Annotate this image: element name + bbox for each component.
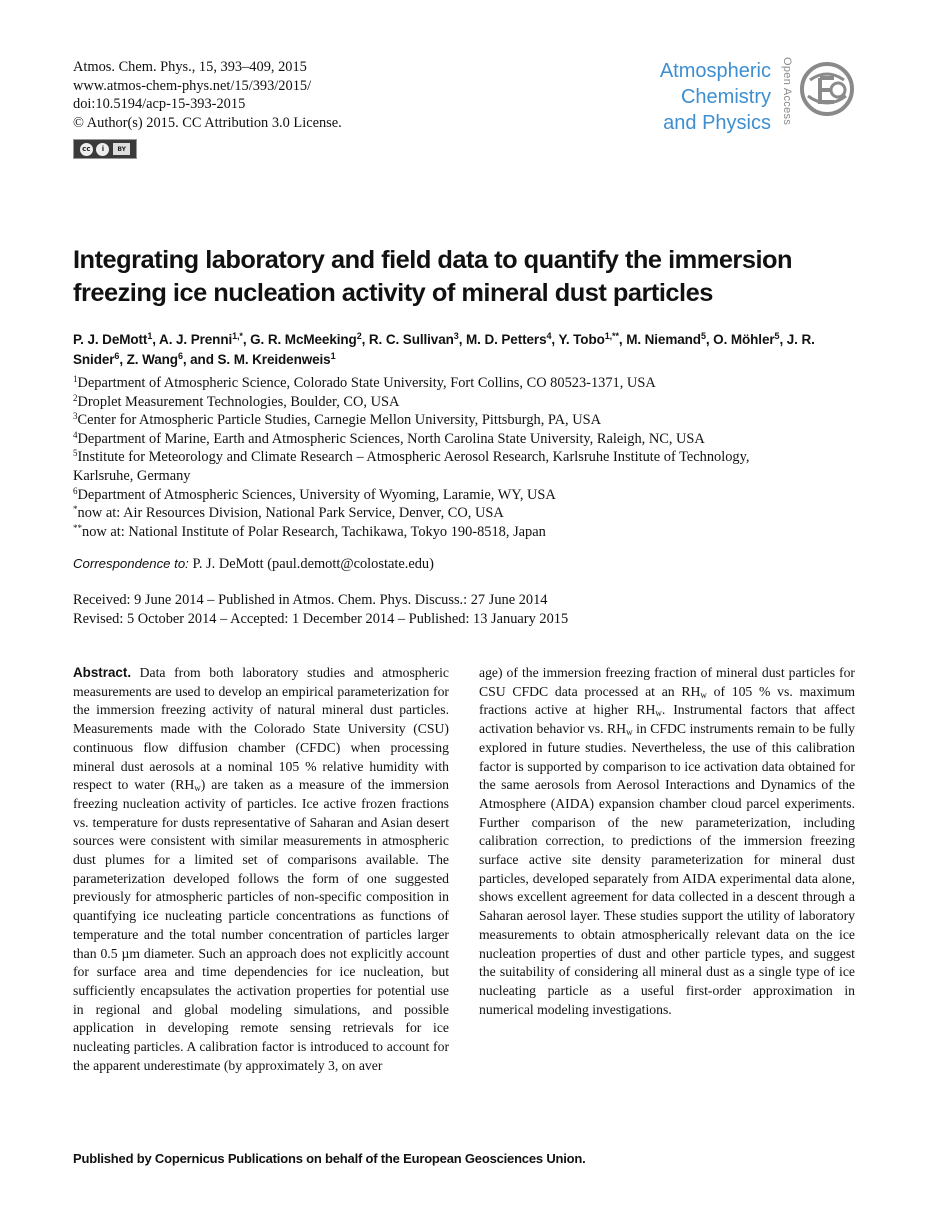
author-affiliation-mark: 6 — [177, 351, 183, 361]
subscript: w — [700, 689, 707, 700]
affiliation-mark: * — [73, 504, 78, 515]
abstract-left-column — [73, 664, 449, 1075]
affiliation-mark: 6 — [73, 485, 78, 496]
author-affiliation-mark: 1,* — [232, 331, 243, 341]
open-access-label: Open Access — [781, 57, 793, 126]
affiliation: $^6$Department of Atmospheric Sciences, University of Wyoming, Laramie, WY, USA — [73, 485, 556, 503]
title-line: freezing ice nucleation activity of mineral dust particles — [73, 279, 713, 307]
author-affiliation-mark: 2 — [356, 331, 362, 341]
abstract-text: age) of the immersion freezing fraction of mineral dust particles for CSU CFDC data processed at an RH — [479, 665, 855, 699]
author-name: Z. Wang — [126, 352, 178, 367]
journal-citation: Atmos. Chem. Phys., 15, 393–409, 2015 — [73, 59, 307, 75]
abstract-text: in CFDC instruments remain to be fully explored in future studies. Nevertheless, the use of this calibration factor is supported by comparison to ice activation data obtained for the same aerosols from Aerosol Interactions and Dynamics of the Atmosphere (AIDA) expansion chamber cloud parcel experiments. Further comparison of the new parameterization, including calibration correction, to predictions of the immersion freezing surface active site density parameterization for mineral dust particles, developed separately from AIDA experimental data alone, shows excellent agreement for data collected in a descent through a Saharan aerosol layer. These studies support the utility of laboratory measurements to obtain atmospherically relevant data on the ice nucleation properties of dust and other particle types, and suggest the suitability of considering all mineral dust as a single type of ice nucleating particle as a useful first-order approximation in numerical modeling investigations. — [479, 721, 855, 1017]
attribution-icon: i — [96, 143, 109, 156]
affiliation: $^5$Institute for Meteorology and Climate Research – Atmospheric Aerosol Research, Karlsruhe Institute of Technology, — [73, 448, 750, 466]
author-name: P. J. DeMott — [73, 332, 148, 347]
subscript: w — [655, 708, 662, 719]
paper-title — [73, 244, 873, 310]
correspondence-label: Correspondence to: — [73, 556, 189, 571]
egu-globe-logo-icon — [798, 60, 856, 118]
citation-block — [73, 58, 342, 132]
affiliation-mark: 1 — [73, 374, 78, 384]
author-affiliation-mark: 1,** — [604, 331, 619, 341]
author-name: G. R. McMeeking — [250, 332, 357, 347]
by-label: BY — [113, 143, 130, 155]
author-affiliation-mark: 5 — [700, 331, 706, 341]
journal-name-line: and Physics — [663, 112, 771, 134]
correspondence — [73, 556, 434, 573]
subscript: w — [626, 727, 633, 738]
affiliation: *now at: Air Resources Division, National Park Service, Denver, CO, USA — [73, 504, 504, 522]
author-affiliation-mark: 5 — [774, 331, 780, 341]
affiliation: $^4$Department of Marine, Earth and Atmospheric Sciences, North Carolina State University, Raleigh, NC, USA — [73, 429, 705, 447]
author-affiliation-mark: 1 — [330, 351, 336, 361]
author-affiliation-mark: 3 — [453, 331, 459, 341]
author-affiliation-mark: 1 — [147, 331, 153, 341]
doi[interactable]: doi:10.5194/acp-15-393-2015 — [73, 96, 246, 113]
affiliation: **now at: National Institute of Polar Research, Tachikawa, Tokyo 190-8518, Japan — [73, 522, 546, 540]
affiliation-mark: ** — [73, 522, 82, 533]
author-name: S. M. Kreidenweis — [217, 352, 331, 367]
affiliation-continuation: Karlsruhe, Germany — [73, 467, 191, 484]
journal-name-line: Atmospheric — [659, 60, 771, 82]
cc-by-license-badge[interactable] — [73, 139, 137, 159]
author-name: R. C. Sullivan — [368, 332, 454, 347]
subscript: w — [194, 783, 201, 794]
affiliation-mark: 3 — [73, 411, 78, 422]
revised-line: Revised: 5 October 2014 – Accepted: 1 December 2014 – Published: 13 January 2015 — [73, 610, 569, 627]
author-name: J. R. Snider — [73, 332, 815, 367]
author-name: A. J. Prenni — [159, 332, 233, 347]
abstract-text: . Instrumental factors that affect activation behavior vs. RH — [479, 702, 855, 737]
abstract-heading: Abstract. — [73, 665, 132, 680]
received-line: Received: 9 June 2014 – Published in Atmos. Chem. Phys. Discuss.: 27 June 2014 — [73, 592, 548, 608]
abstract-text: Data from both laboratory studies and atmospheric measurements are used to develop an empirical parameterization for the immersion freezing activity of natural mineral dust particles. Measurements made with the Colorado State University (CSU) continuous flow diffusion chamber (CFDC) when processing mineral dust aerosols at a nominal 105 % relative humidity with respect to water (RH — [73, 665, 449, 793]
author-name: M. D. Petters — [466, 332, 547, 347]
license-line: © Author(s) 2015. CC Attribution 3.0 License. — [73, 114, 342, 131]
publication-dates — [73, 591, 568, 628]
affiliation-mark: 2 — [73, 392, 78, 403]
author-affiliation-mark: 6 — [114, 351, 120, 361]
title-line: Integrating laboratory and field data to quantify the immersion — [73, 246, 793, 274]
article-url[interactable]: www.atmos-chem-phys.net/15/393/2015/ — [73, 77, 312, 94]
affiliation-mark: 4 — [73, 429, 78, 440]
affiliation-mark: 5 — [73, 448, 78, 459]
author-affiliation-mark: 4 — [546, 331, 552, 341]
abstract-text: of 105 % vs. maximum fractions active at higher RH — [479, 683, 855, 718]
journal-name — [660, 58, 771, 136]
affiliation: $^1$Department of Atmospheric Science, Colorado State University, Fort Collins, CO 80523-1371, USA — [73, 374, 656, 391]
author-name: O. Möhler — [713, 332, 775, 347]
cc-icon: cc — [80, 143, 93, 156]
author-name: Y. Tobo — [558, 332, 605, 347]
author-list: P. J. DeMott$^1$, A. J. Prenni$^{1,*}$, G. R. McMeeking$^2$, R. C. Sullivan$^3$, M. D. Petters$^4$, Y. Tobo$^{1,**}$, M. Niemand$^5$, O. Möhler$^5$, J. R. Snider$^6$, Z. Wang$^6$, and S. M. Kreidenweis$^1$ — [73, 331, 815, 367]
author-name: M. Niemand — [626, 332, 701, 347]
affiliation: $^2$Droplet Measurement Technologies, Boulder, CO, USA — [73, 392, 400, 410]
correspondence-contact[interactable]: P. J. DeMott (paul.demott@colostate.edu) — [188, 556, 434, 572]
affiliation-list — [73, 374, 863, 541]
journal-name-line: Chemistry — [680, 86, 771, 108]
affiliation: $^3$Center for Atmospheric Particle Studies, Carnegie Mellon University, Pittsburgh, PA, USA — [73, 411, 601, 429]
abstract-right-column — [479, 664, 855, 1019]
abstract-text: ) are taken as a measure of the immersion freezing nucleation activity of particles. Ice active frozen fractions vs. temperature for dusts representative of Saharan and Asian desert sources were consistent with similar measurements in atmospheric dust plumes for a limited set of comparisons available. The parameterization developed follows the form of one suggested previously for atmospheric particles of non-specific composition in quantifying ice nucleating particle concentrations as functions of temperature and the total number concentration of particles larger than 0.5 µm diameter. Such an approach does not explicitly account for surface area and time dependencies for ice nucleation, but sufficiently encapsulates the activation properties for potential use in regional and global modeling simulations, and possible application in developing remote sensing retrievals for ice nucleating particles. A calibration factor is introduced to account for the apparent underestimate (by approximately 3, on aver — [73, 777, 450, 1073]
publisher-footer: Published by Copernicus Publications on behalf of the European Geosciences Union. — [73, 1151, 586, 1166]
